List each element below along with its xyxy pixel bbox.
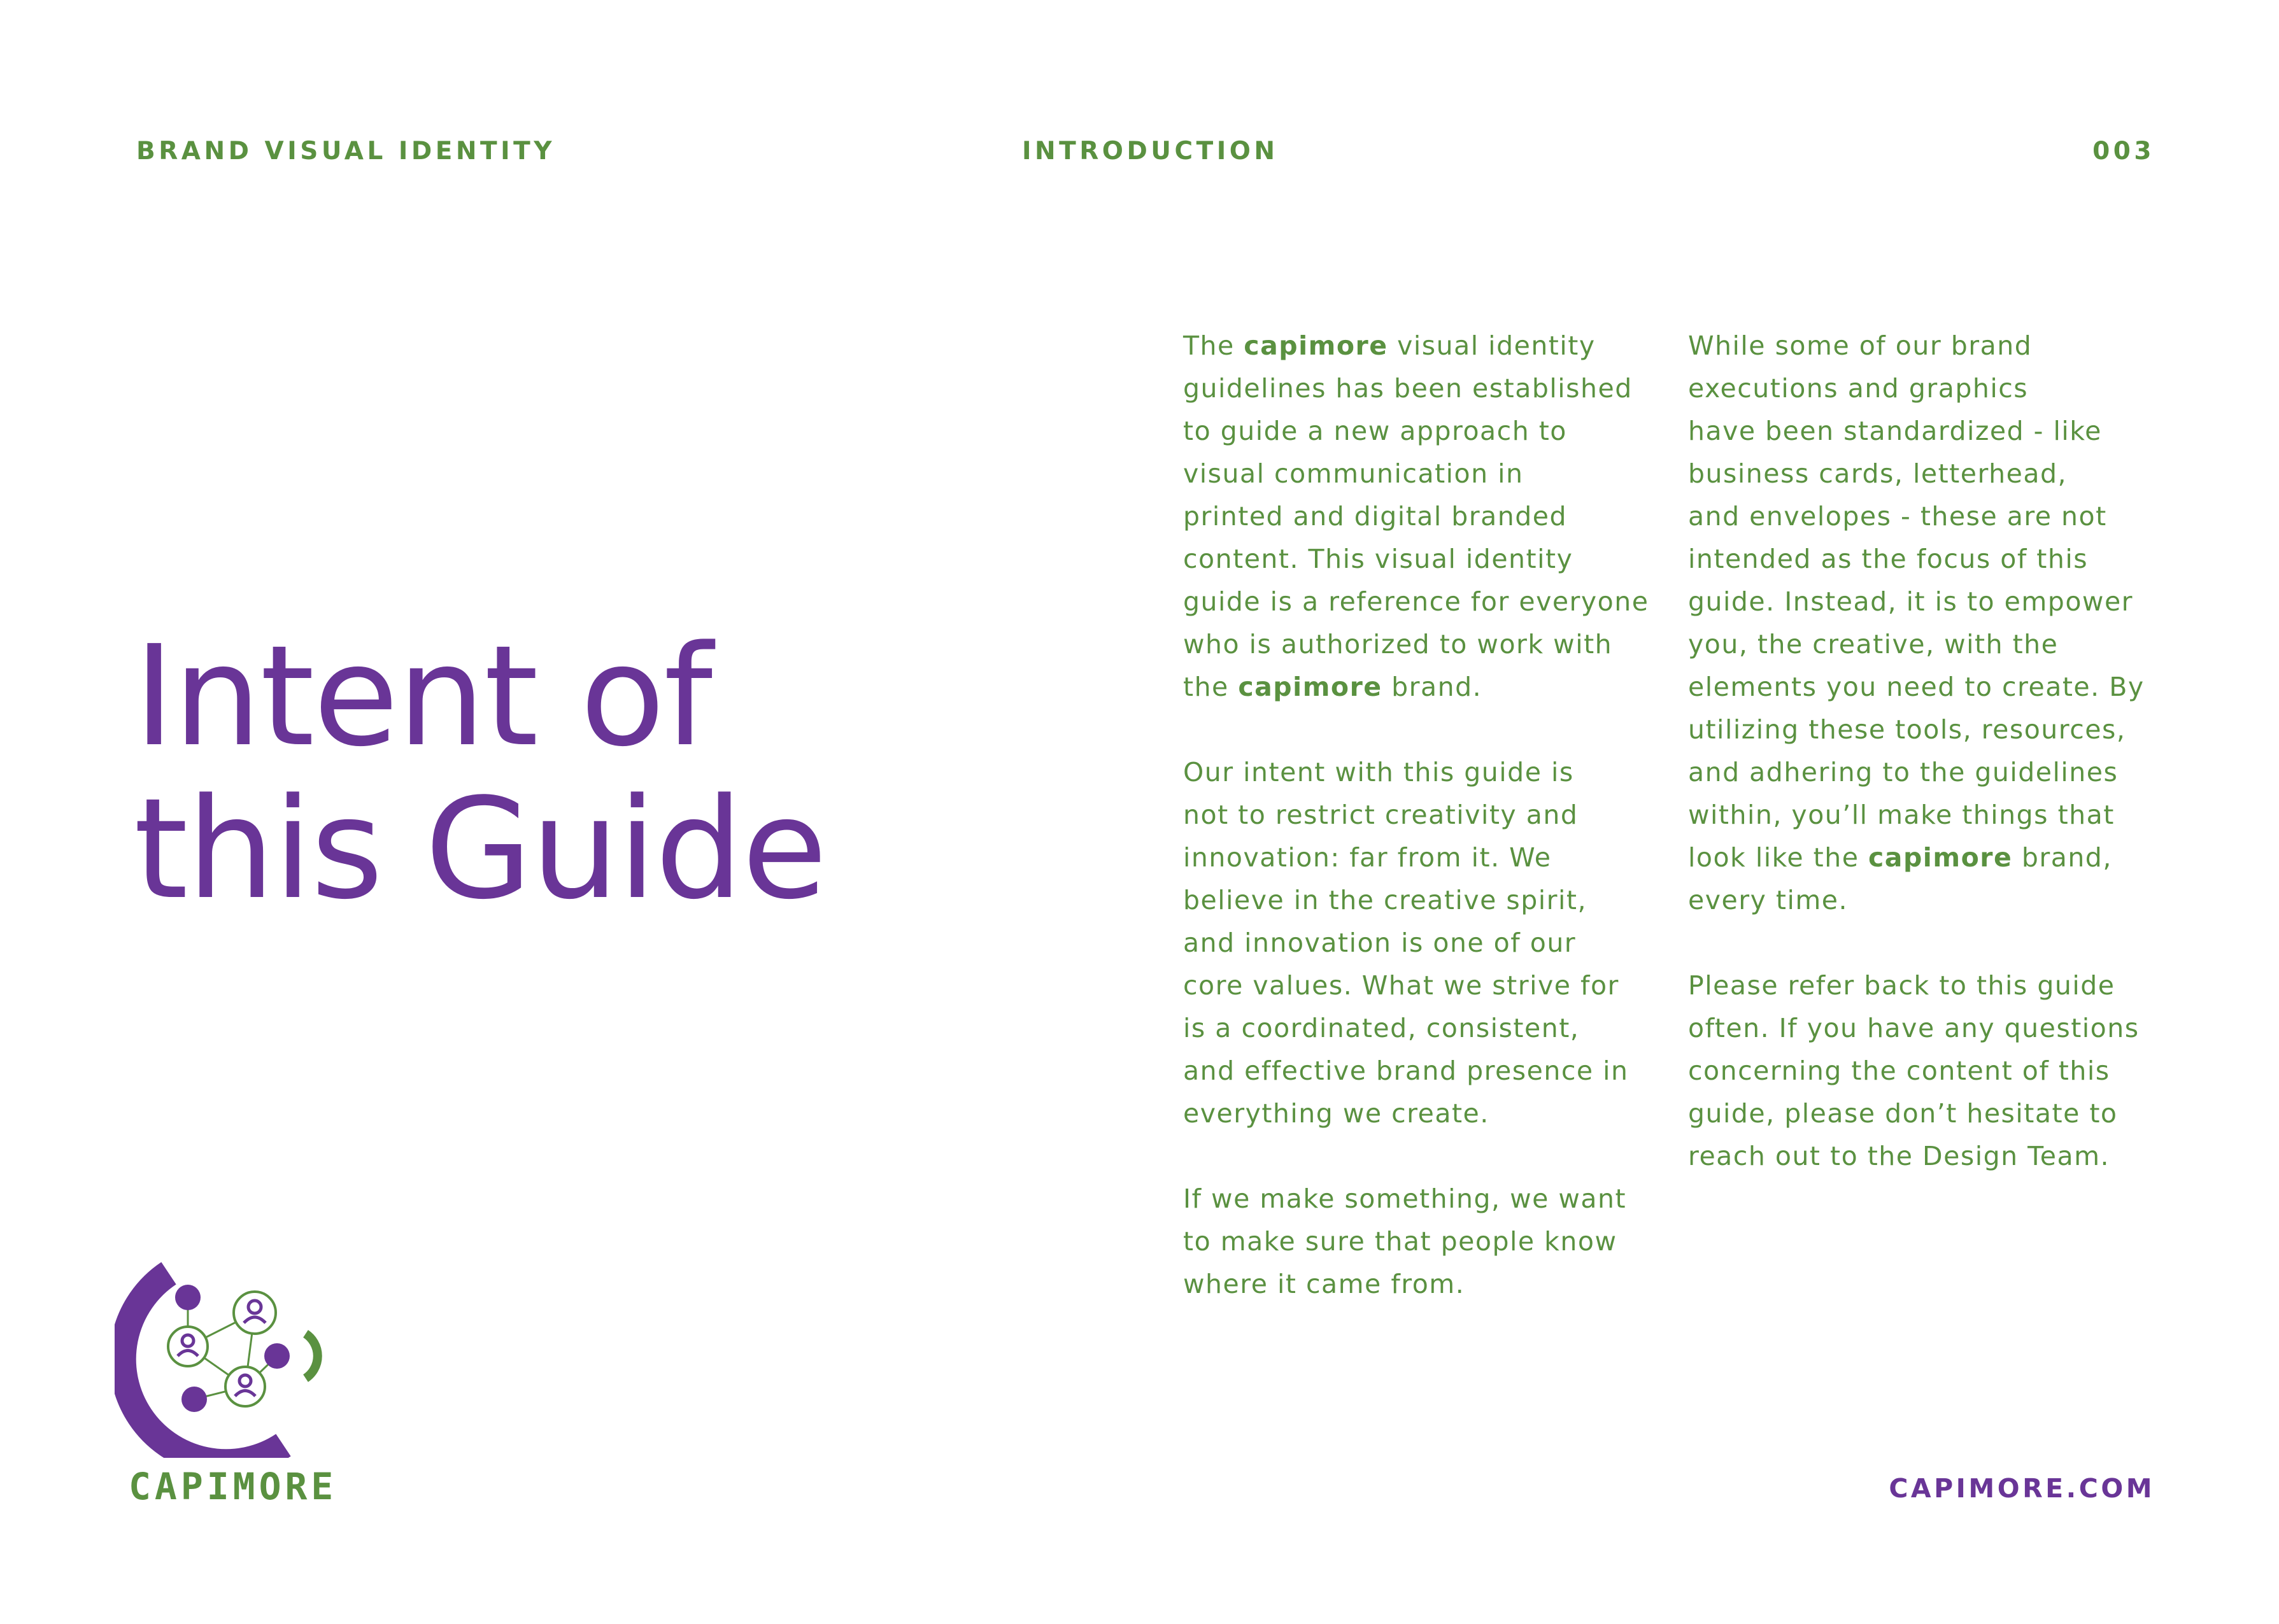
brand-name: capimore [1868, 842, 2013, 873]
header-section-label: BRAND VISUAL IDENTITY [136, 137, 556, 166]
page-title-line-1: Intent of [134, 616, 712, 777]
paragraph-1: The capimore visual identity guidelines has been established to guide a new approach to visual communication in printed and digital branded content. This visual identity guide is a reference for everyone who is authorized to work with the capimore brand. [1183, 330, 1649, 702]
page-title [134, 616, 827, 930]
body-column-right [1688, 325, 2172, 1220]
capimore-wordmark: CAPIMORE [129, 1465, 337, 1508]
page-number: 003 [2092, 137, 2155, 166]
body-column-left [1183, 325, 1667, 1348]
paragraph-5: Please refer back to this guide often. If you have any questions concerning the content of this guide, please don’t hesitate to reach out to the Design Team. [1688, 970, 2140, 1171]
brand-name: capimore [1244, 330, 1388, 361]
paragraph-2: Our intent with this guide is not to restrict creativity and innovation: far from it. We believe in the creative spirit, and innovation is one of our core values. What we strive for is a coordinated, consistent, and effective brand presence in everything we create. [1183, 757, 1629, 1129]
brand-name: capimore [1238, 672, 1382, 702]
capimore-network-logo-icon [115, 1254, 325, 1458]
page-title-line-2: this Guide [134, 769, 827, 930]
website-link[interactable]: CAPIMORE.COM [1889, 1473, 2155, 1504]
paragraph-4: While some of our brand executions and graphics have been standardized - like business cards, letterhead, and envelopes - these are not intended as the focus of this guide. Instead, it is to empower you, the creative, with the elements you need to create. By utilizing these tools, resources, and adhering to the guidelines within, you’ll make things that look like the capimore brand, every time. [1688, 330, 2145, 915]
header-chapter-label: INTRODUCTION [1022, 137, 1279, 166]
paragraph-3: If we make something, we want to make sure that people know where it came from. [1183, 1183, 1627, 1299]
